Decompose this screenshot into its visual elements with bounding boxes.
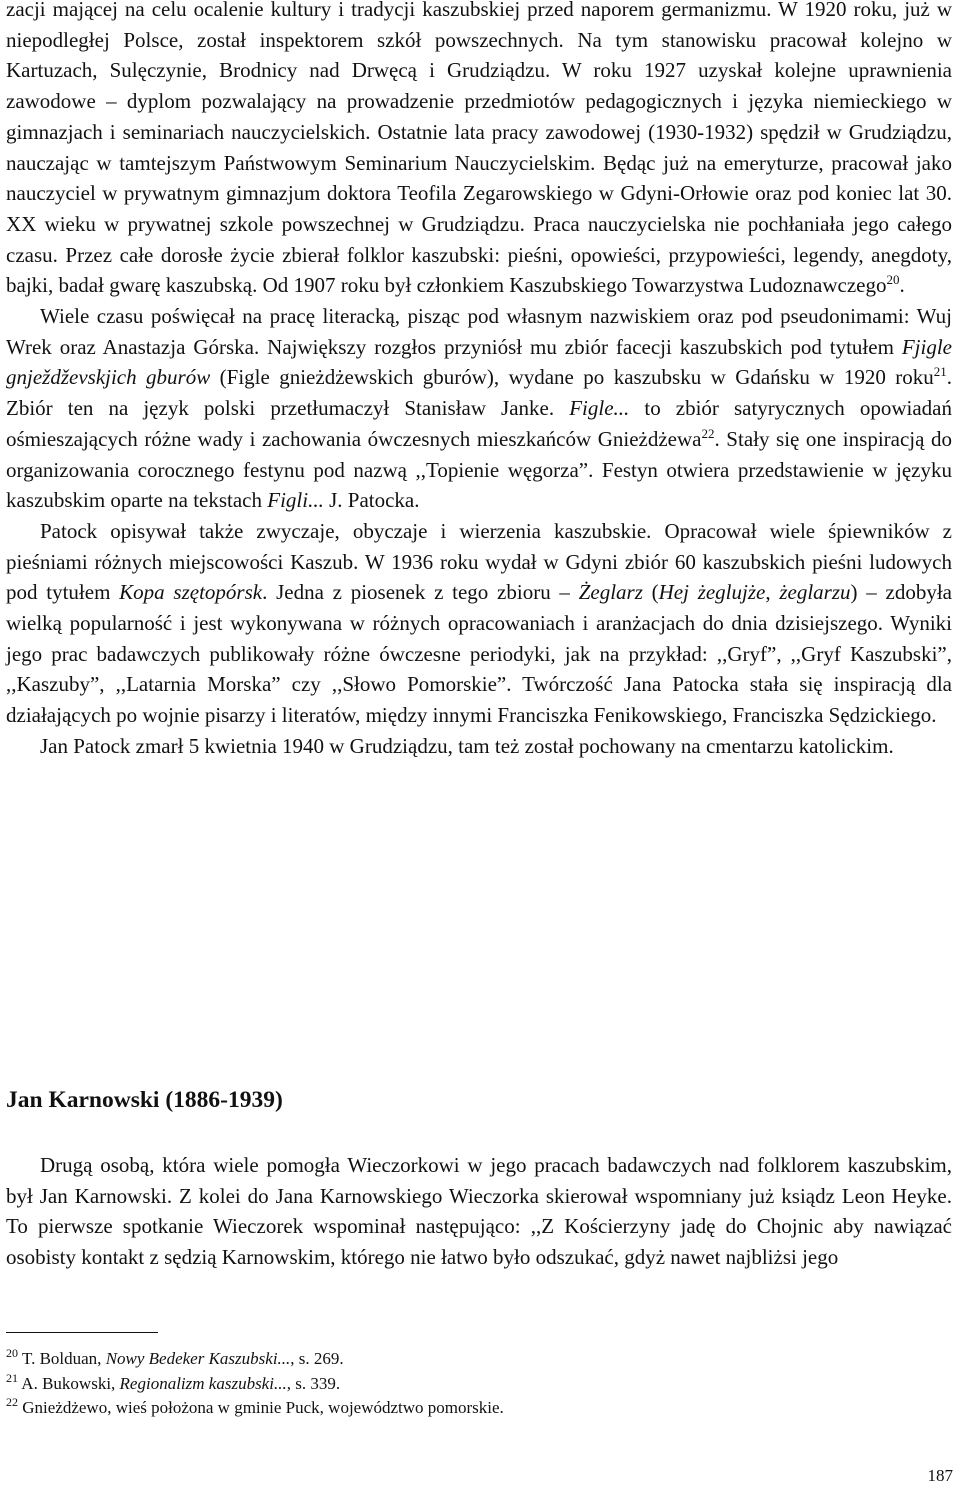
footnote-ref-20[interactable]: 20 [886,272,900,288]
footnote-number: 22 [6,1395,18,1409]
footnote-text: , s. 269. [290,1349,344,1368]
paragraph-text: Patock opisywał także zwyczaje, obyczaje i wierzenia kaszubskie. Opracował wiele śpiewników z pieśniami różnych miejscowości Kaszub. W 1936 roku wydał w Gdyni zbiór 60 kaszubskich pieśni ludowych pod tytułem [6,518,952,605]
footnote-text: A. Bukowski, [18,1373,120,1393]
paragraph-text: J. Patocka. [323,488,420,513]
paragraph-death: Jan Patock zmarł 5 kwietnia 1940 w Grudziądzu, tam też został pochowany na cmentarzu katolickim. [40,733,894,758]
book-title: Kopa szętopórsk [119,580,263,605]
paragraph-text: . [899,273,905,298]
patock-biography-section [6,0,952,762]
footnote-text: Gnieżdżewo, wieś położona w gminie Puck, województwo pomorskie. [18,1398,504,1417]
footnote-22 [6,1396,952,1421]
footnote-ref-22[interactable]: 22 [701,425,715,441]
paragraph-text: . Jedna z piosenek z tego zbioru – [262,580,579,605]
paragraph-text: ( [642,580,659,605]
paragraph-literary-work [6,301,952,516]
paragraph-karnowski-intro: Drugą osobą, która wiele pomogła Wieczorkowi w jego pracach badawczych nad folklorem kaszubskim, był Jan Karnowski. Z kolei do Jana Karnowskiego Wieczorka skierował wspomniany już ksiądz Leon Heyke. To pierwsze spotkanie Wieczorek wspominał następująco: ,,Z Kościerzyny jadę do Chojnic aby nawiązać osobisty kontakt z sędzią Karnowskim, którego nie łatwo było odszukać, gdyż nawet najbliżsi jego [6,1153,952,1270]
footnote-title: Nowy Bedeker Kaszubski... [105,1349,291,1368]
paragraph-text: ) – zdobyła wielką popularność i jest wykonywana w różnych opracowaniach i aranżacjach do dnia dzisiejszego. Wyniki jego prac badawczych publikowały różne ówczesne periodyki, jak na przykład: ,,Gryf”, ,,Gryf Kaszubski”, ,,Kaszuby”, ,,Latarnia Morska” czy ,,Słowo Pomorskie”. Twórczość Jana Patocka stała się inspiracją dla działających po wojnie pisarzy i literatów, między innymi Franciszka Fenikowskiego, Franciszka Sędzickiego. [6,580,952,728]
paragraph-text: . Stały się one inspiracją do organizowania corocznego festynu pod nazwą ,,Topienie węgorza”. Festyn otwiera przedstawienie w języku kaszubskim oparte na tekstach [6,426,953,513]
paragraph-text: , [765,580,780,605]
paragraph-text: Wiele czasu poświęcał na pracę literacką, pisząc pod własnym nazwiskiem oraz pod pseudonimami: Wuj Wrek oraz Anastazja Górska. Największy rozgłos przyniósł mu zbiór facecji kaszubskich pod tytułem [6,304,952,359]
footnote-separator [6,1332,158,1333]
song-title: Żeglarz [578,580,643,605]
song-title: Hej żeglujże [658,580,766,605]
footnote-21 [6,1372,952,1397]
footnote-20 [6,1347,952,1372]
song-title: żeglarzu [779,580,851,605]
footnote-number: 20 [6,1346,18,1360]
book-title: Fjigle gnježdževskjich gburów [6,334,952,390]
paragraph-text: (Figle gnieżdżewskich gburów), wydane po kaszubsku w Gdańsku w 1920 roku [210,365,934,390]
footnotes [6,1347,952,1421]
paragraph-text: zacji mającej na celu ocalenie kultury i tradycji kaszubskiej przed naporem germanizmu. W 1920 roku, już w niepodległej Polsce, został inspektorem szkół powszechnych. Na tym stanowisku pracował kolejno w Kartuzach, Sulęczynie, Brodnicy nad Drwęcą i Grudziądzu. W roku 1927 uzyskał kolejne uprawnienia zawodowe – dyplom pozwalający na prowadzenie przedmiotów pedagogicznych i języka niemieckiego w gimnazjach i seminariach nauczycielskich. Ostatnie lata pracy zawodowej (1930-1932) spędził w Grudziądzu, nauczając w tamtejszym Państwowym Seminarium Nauczycielskim. Będąc już na emeryturze, pracował jako nauczyciel w prywatnym gimnazjum doktora Teofila Zegarowskiego w Gdyni-Orłowie oraz pod koniec lat 30. XX wieku w prywatnej szkole powszechnej w Grudziądzu. Praca nauczycielska nie pochłaniała jego całego czasu. Przez całe dorosłe życie zbierał folklor kaszubski: pieśni, opowieści, przypowieści, legendy, anegdoty, bajki, badał gwarę kaszubską. Od 1907 roku był członkiem Kaszubskiego Towarzystwa Ludoznawczego [6,0,952,298]
paragraph-career [6,0,952,301]
footnote-number: 21 [6,1370,18,1385]
section-heading: Jan Karnowski (1886-1939) [6,1087,283,1113]
paragraph-text: . Zbiór ten na język polski przetłumaczył Stanisław Janke. [6,365,953,421]
footnote-text: T. Bolduan, [18,1349,106,1368]
karnowski-section [6,1150,952,1273]
book-title: Figli... [267,488,324,513]
footnote-text: , s. 339. [286,1373,341,1393]
paragraph-text: to zbiór satyrycznych opowiadań ośmieszających różne wady i zachowania ówczesnych mieszkańców Gnieżdżewa [6,396,952,451]
book-title: Figle... [569,396,630,421]
footnote-ref-21[interactable]: 21 [933,364,947,380]
footnote-title: Regionalizm kaszubski... [119,1373,287,1393]
page-number: 187 [927,1466,953,1485]
paragraph-customs [6,516,952,731]
